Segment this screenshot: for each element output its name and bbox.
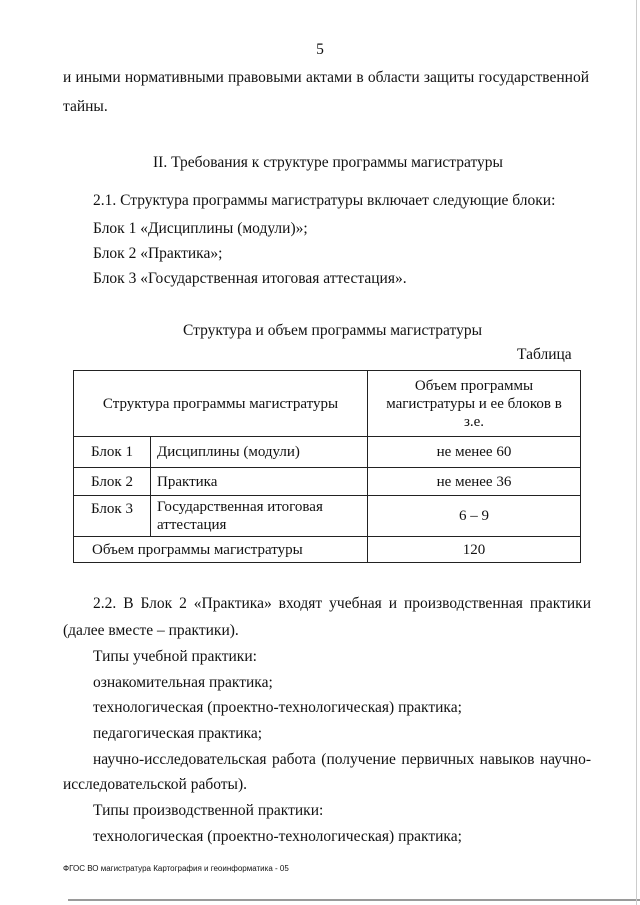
total-label: Объем программы магистратуры <box>74 537 368 563</box>
table-label: Таблица <box>517 346 572 363</box>
paragraph-2-2-line-1: 2.2. В Блок 2 «Практика» входят учебная и производственная практики <box>93 595 591 612</box>
table-row <box>74 468 581 496</box>
page-footer: ФГОС ВО магистратура Картография и геоинформатика - 05 <box>63 864 289 873</box>
table-header-row <box>74 371 581 437</box>
page-right-edge <box>636 0 637 905</box>
prod-practice-type-1: технологическая (проектно-технологическая) практика; <box>93 828 462 845</box>
prod-practice-types-title: Типы производственной практики: <box>93 802 324 819</box>
block-3-item: Блок 3 «Государственная итоговая аттестация». <box>93 270 407 287</box>
table-total-row <box>74 537 581 563</box>
page-number: 5 <box>316 41 324 58</box>
intro-line-2: тайны. <box>63 98 108 115</box>
row-value: не менее 60 <box>368 437 581 468</box>
paragraph-2-2-line-2: (далее вместе – практики). <box>63 622 239 639</box>
page-bottom-edge <box>68 899 640 901</box>
table-row <box>74 496 581 537</box>
paragraph-2-1: 2.1. Структура программы магистратуры включает следующие блоки: <box>93 192 556 209</box>
table-title: Структура и объем программы магистратуры <box>183 322 483 339</box>
row-block: Блок 1 <box>74 437 151 468</box>
block-2-item: Блок 2 «Практика»; <box>93 245 223 262</box>
intro-line-1: и иными нормативными правовыми актами в области защиты государственной <box>63 69 589 86</box>
row-value: 6 – 9 <box>368 496 581 537</box>
row-value: не менее 36 <box>368 468 581 496</box>
row-name: Практика <box>151 468 368 496</box>
edu-practice-type-3: педагогическая практика; <box>93 725 263 742</box>
structure-table <box>73 370 581 563</box>
row-block: Блок 3 <box>74 496 151 537</box>
row-block: Блок 2 <box>74 468 151 496</box>
edu-practice-type-1: ознакомительная практика; <box>93 674 273 691</box>
edu-practice-type-4-line-2: исследовательской работы). <box>63 776 247 793</box>
edu-practice-types-title: Типы учебной практики: <box>93 648 257 665</box>
section-title: II. Требования к структуре программы магистратуры <box>153 154 503 171</box>
header-volume: Объем программы магистратуры и ее блоков в з.е. <box>368 371 581 437</box>
table-row <box>74 437 581 468</box>
header-structure: Структура программы магистратуры <box>74 371 368 437</box>
edu-practice-type-4-line-1: научно-исследовательская работа (получение первичных навыков научно- <box>93 751 591 768</box>
row-name: Государственная итоговая аттестация <box>151 496 368 537</box>
row-name: Дисциплины (модули) <box>151 437 368 468</box>
edu-practice-type-2: технологическая (проектно-технологическая) практика; <box>93 699 462 716</box>
block-1-item: Блок 1 «Дисциплины (модули)»; <box>93 220 308 237</box>
total-value: 120 <box>368 537 581 563</box>
